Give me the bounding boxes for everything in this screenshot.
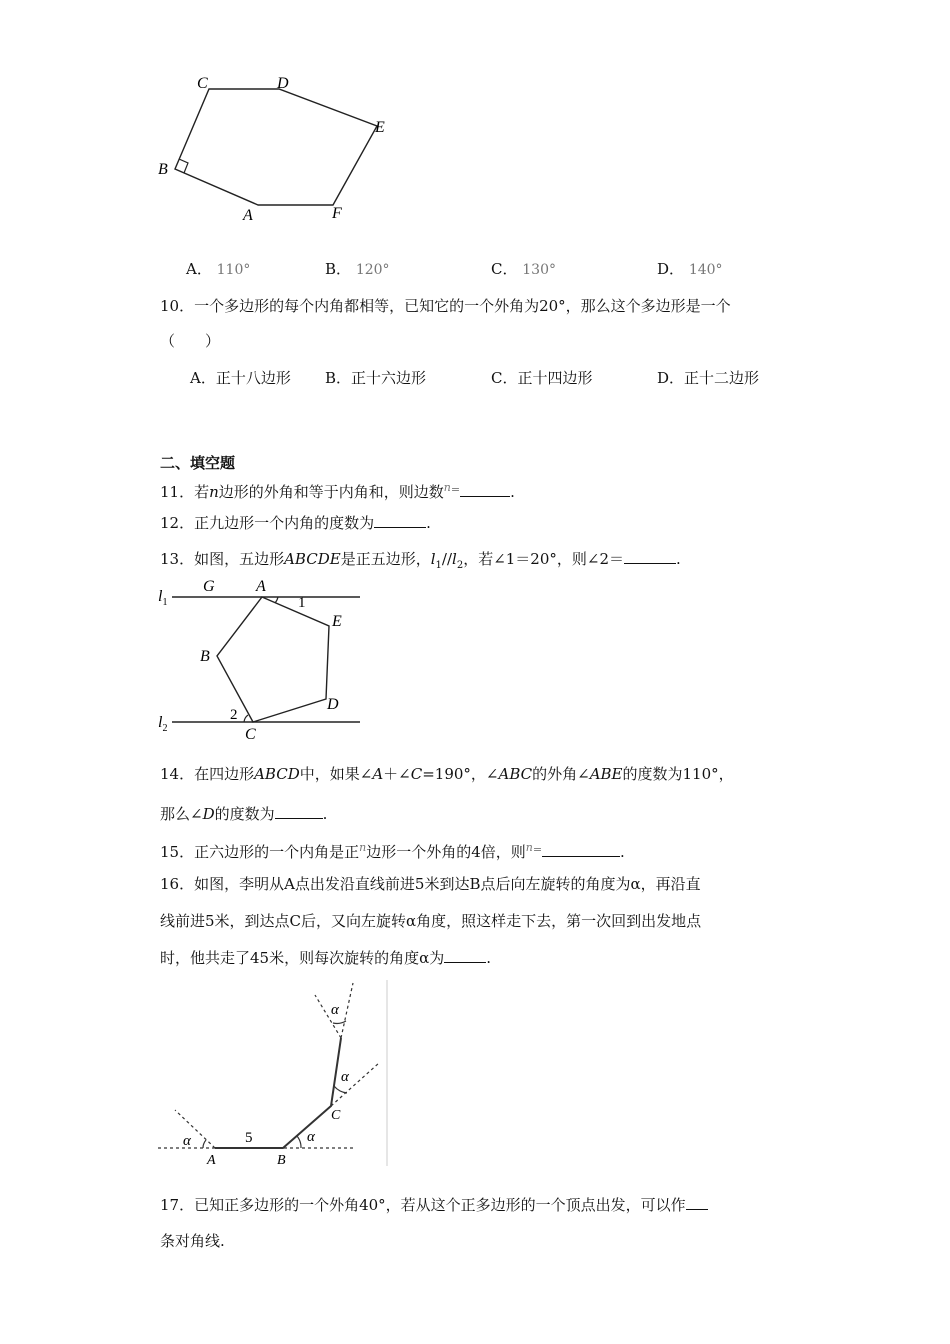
section-heading: 二、填空题 <box>160 454 236 472</box>
vertex-label-c: C <box>197 75 208 92</box>
alpha-arc-b <box>297 1136 301 1148</box>
point-label-b: B <box>277 1153 286 1168</box>
q9-option-d[interactable]: D． 140° <box>657 260 723 278</box>
vertex-label-f: F <box>332 205 342 222</box>
vertex-label-d: D <box>327 696 339 713</box>
q9-option-b[interactable]: B． 120° <box>325 260 390 278</box>
q9-option-a[interactable]: A． 110° <box>186 260 251 278</box>
alpha-label-b: α <box>307 1129 315 1145</box>
alpha-label-d: α <box>331 1002 339 1018</box>
hexagon-figure <box>150 68 400 228</box>
vertex-label-a: A <box>243 207 253 224</box>
q10-option-b[interactable]: B．正十六边形 <box>325 369 427 387</box>
angle-2-label: 2 <box>230 707 238 723</box>
q13-answer-blank[interactable] <box>624 548 676 564</box>
q12-question: 12．正九边形一个内角的度数为 . <box>160 514 431 532</box>
hexagon-shape <box>175 89 377 205</box>
l1-label: $l_1$ <box>158 588 168 608</box>
vertex-label-c: C <box>245 726 256 743</box>
angle-1-label: 1 <box>298 595 306 611</box>
q10-option-d[interactable]: D．正十二边形 <box>657 369 760 387</box>
q17-question-line2: 条对角线. <box>160 1232 225 1250</box>
q16-question-line3: 时，他共走了45米，则每次旋转的角度α为 . <box>160 949 491 967</box>
q11-answer-blank[interactable] <box>460 481 510 497</box>
alpha-arc-c <box>334 1086 347 1093</box>
vertex-label-b: B <box>158 161 168 178</box>
q16-question-line1: 16．如图，李明从A点出发沿直线前进5米到达B点后向左旋转的角度为α，再沿直 <box>160 875 701 893</box>
dashed-extension-c <box>331 1063 379 1106</box>
vertex-label-a: A <box>256 578 266 595</box>
q17-question-line1: 17．已知正多边形的一个外角40°，若从这个正多边形的一个顶点出发，可以作 <box>160 1194 708 1215</box>
alpha-label-a: α <box>183 1133 191 1149</box>
q17-answer-blank[interactable] <box>686 1194 708 1210</box>
angle-1-arc <box>275 597 278 603</box>
q10-answer-paren: （ ） <box>160 332 221 350</box>
q15-answer-blank[interactable] <box>542 841 620 857</box>
l2-label: $l_2$ <box>158 714 168 734</box>
pentagon-figure <box>152 575 367 745</box>
vertex-label-e: E <box>332 613 342 630</box>
q13-question: 13．如图，五边形ABCDE是正五边形，$l_1//l_2$，若∠1＝20°，则∠2＝ . <box>160 550 681 571</box>
alpha-arc-a <box>203 1140 206 1148</box>
q11-question: 11．若n边形的外角和等于内角和，则边数$^{n=}$ . <box>160 481 515 501</box>
walk-path <box>215 1038 341 1148</box>
pentagon-shape <box>217 597 329 722</box>
segment-length-label: 5 <box>245 1130 253 1146</box>
q14-question-line2: 那么∠D的度数为 . <box>160 805 328 823</box>
dashed-extension-d2 <box>341 983 353 1038</box>
q10-option-c[interactable]: C．正十四边形 <box>491 369 593 387</box>
vertex-label-d: D <box>277 75 289 92</box>
dashed-extension-a <box>175 1110 215 1148</box>
point-label-c: C <box>331 1108 341 1123</box>
point-label-a: A <box>207 1153 216 1168</box>
vertex-label-b: B <box>200 648 210 665</box>
vertex-label-e: E <box>375 119 385 136</box>
q14-answer-blank[interactable] <box>275 803 323 819</box>
q9-option-c[interactable]: C． 130° <box>491 260 556 278</box>
point-label-g: G <box>203 578 215 595</box>
walking-path-figure <box>155 978 395 1173</box>
q16-answer-blank[interactable] <box>444 947 486 963</box>
q12-answer-blank[interactable] <box>374 512 426 528</box>
q15-question: 15．正六边形的一个内角是正$^n$边形一个外角的4倍，则$^{n=}$ . <box>160 841 625 861</box>
q16-question-line2: 线前进5米，到达点C后，又向左旋转α角度，照这样走下去，第一次回到出发地点 <box>160 912 702 930</box>
alpha-label-c: α <box>341 1069 349 1085</box>
q10-option-a[interactable]: A．正十八边形 <box>190 369 291 387</box>
angle-2-arc <box>244 715 248 722</box>
alpha-arc-d <box>333 1021 346 1023</box>
q14-question-line1: 14．在四边形ABCD中，如果∠A＋∠C=190°，∠ABC的外角∠ABE的度数为110°， <box>160 765 734 783</box>
q10-question: 10．一个多边形的每个内角都相等，已知它的一个外角为20°，那么这个多边形是一个 <box>160 297 731 315</box>
